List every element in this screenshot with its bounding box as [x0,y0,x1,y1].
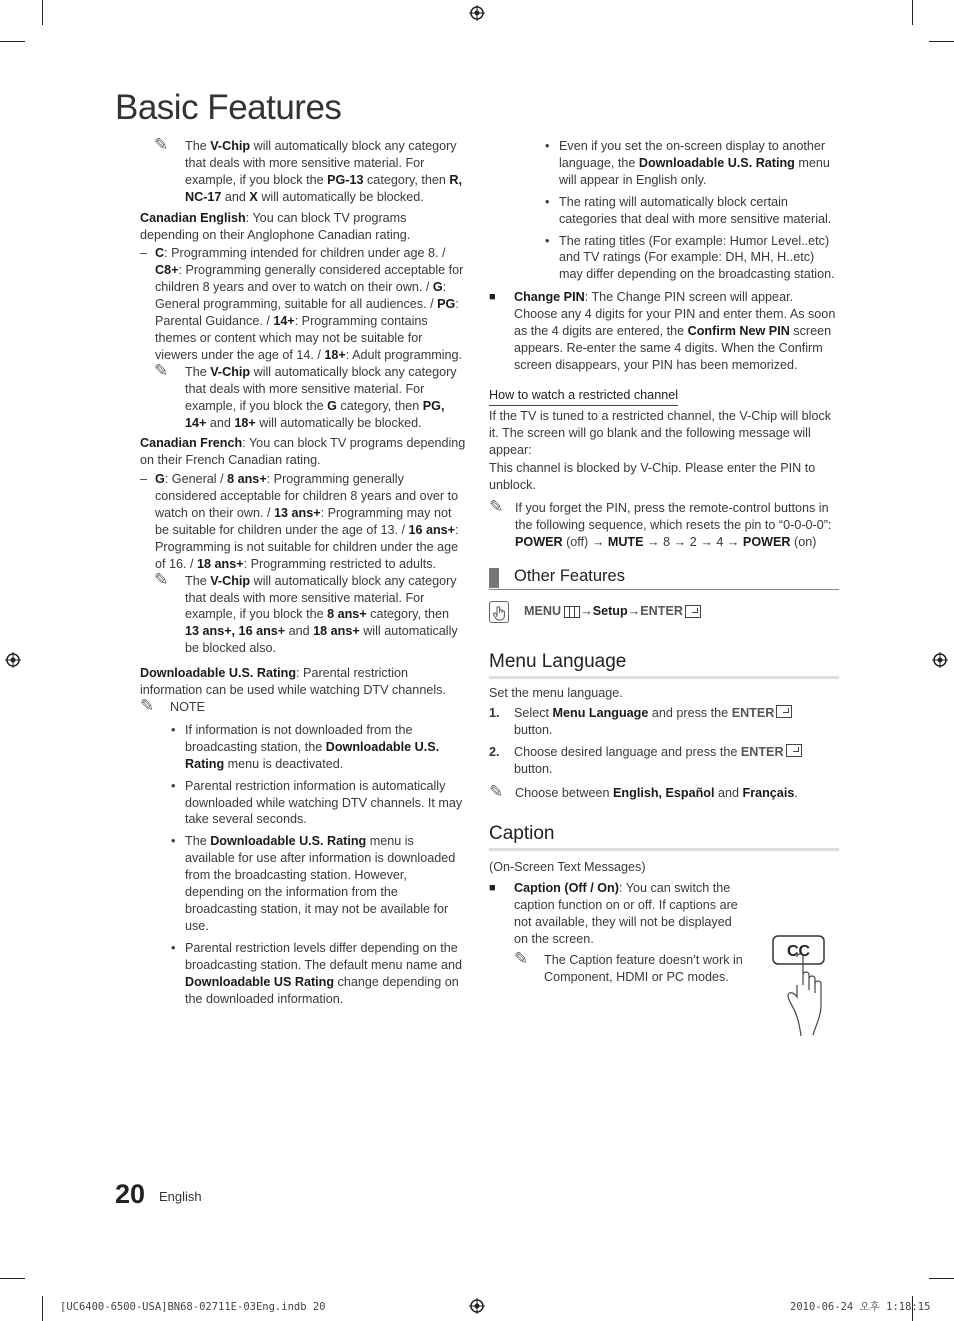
list-item: • If information is not downloaded from the broadcasting station, the Downloadable U.S. Rating menu is deactivated. [171,722,440,771]
caption-heading: Caption [489,822,839,851]
svg-text:CC: CC [786,943,811,960]
canadian-english-ratings: – C: Programming intended for children under age 8. / C8+: Programming generally considered acceptable for children 8 years and over to watch on their own. / G: General programming, suitable for all audiences. / PG: Parental Guidance. / 14+: Programming contains themes or content which may not be suitable for viewers under the age of 14. / 18+: Adult programming. [140,246,464,362]
caption-subtitle: (On-Screen Text Messages) [489,860,646,875]
registration-mark-icon [469,1298,485,1314]
square-bullet-icon: ■ [489,882,496,895]
pencil-note-icon: ✎ [154,360,169,380]
list-item: • The rating titles (For example: Humor Level..etc) and TV ratings (For example: DH, MH, H..etc) may differ depending on the broadcasting station. [545,233,835,282]
canadian-french-ratings: – G: General / 8 ans+: Programming generally considered acceptable for children 8 years and over to watch on their own. / 13 ans+: Programming may not be suitable for children under the age of 13. / 16 ans+: Programming is not suitable for children under the age of 16. / 18 ans+: Programming restricted to adults. [140,472,459,571]
menu-language-heading: Menu Language [489,650,839,679]
language-note: ✎ Choose between English, Español and Français. [489,782,798,802]
canadian-french-paragraph: Canadian French: You can block TV programs depending on their French Canadian rating. [140,436,466,468]
blocked-message-text: This channel is blocked by V-Chip. Please enter the PIN to unblock. [489,461,816,493]
hand-press-icon [489,601,509,623]
restricted-channel-text: If the TV is tuned to a restricted channel, the V-Chip will block it. The screen will go blank and the following message will appear: [489,408,832,457]
caption-item: ■ Caption (Off / On): You can switch the caption function on or off. If captions are not available, they will not be displayed on the screen. [489,881,738,946]
vchip-note-1: ✎ The V-Chip will automatically block any category that deals with more sensitive material. For example, if you block the PG-13 category, then R, NC-17 and X will automatically be blocked. [154,135,462,204]
pin-reset-note: ✎ If you forget the PIN, press the remote-control buttons in the following sequence, which resets the pin to “0-0-0-0”: POWER (off) → MUTE → 8 → 2 → 4 → POWER (on) [489,497,832,550]
registration-mark-icon [932,652,948,668]
step-item: 2. Choose desired language and press the ENTER button. [489,744,839,778]
menu-path: MENU → Setup → ENTER [489,600,839,624]
list-item: • The rating will automatically block certain categories that deal with more sensitive material. [545,194,832,226]
pencil-note-icon: ✎ [489,782,504,802]
list-item: • The Downloadable U.S. Rating menu is available for use after information is downloaded from the broadcasting station. However, depending on the information from the broadcasting station, it may not be available for use. [171,834,456,933]
crop-mark [929,41,954,42]
list-item: • Even if you set the on-screen display to another language, the Downloadable U.S. Rating menu will appear in English only. [545,139,830,187]
vchip-note-2: ✎ The V-Chip will automatically block any category that deals with more sensitive material. For example, if you block the G category, then PG, 14+ and 18+ will automatically be blocked. [154,360,457,430]
restricted-channel-heading: How to watch a restricted channel [489,387,678,406]
enter-icon [776,705,792,718]
change-pin-item: ■ Change PIN: The Change PIN screen will appear. Choose any 4 digits for your PIN and enter them. As soon as the 4 digits are entered, the Confirm New PIN screen appears. Re-enter the same 4 digits. When the Confirm screen disappears, your PIN has been memorized. [489,290,836,372]
list-item: • Parental restriction levels differ depending on the broadcasting station. The default menu name and Downloadable US Rating change depending on the downloaded information. [171,940,463,1006]
pencil-note-icon: ✎ [489,497,504,517]
note-heading: ✎ NOTE [140,696,205,715]
registration-mark-icon [469,5,485,21]
pencil-note-icon: ✎ [154,569,169,589]
menu-grid-icon [564,606,580,618]
crop-mark [929,1278,954,1279]
pencil-note-icon: ✎ [140,696,155,715]
footer-file-info: [UC6400-6500-USA]BN68-02711E-03Eng.indb 20 [60,1301,326,1313]
list-item: • Parental restriction information is automatically downloaded while watching DTV channels. It may take several seconds. [171,778,463,827]
crop-mark [0,41,25,42]
pencil-note-icon: ✎ [514,948,529,968]
page-language: English [159,1189,202,1204]
downloadable-rating-paragraph: Downloadable U.S. Rating: Parental restriction information can be used while watching DTV channels. [140,666,446,698]
canadian-english-paragraph: Canadian English: You can block TV programs depending on their Anglophone Canadian rating. [140,210,411,242]
crop-mark [42,1296,43,1321]
caption-note: ✎ The Caption feature doesn’t work in Component, HDMI or PC modes. [514,948,743,984]
other-features-heading: Other Features [489,565,839,590]
step-item: 1. Select Menu Language and press the ENTER button. [489,705,839,739]
footer-date: 2010-06-24 오후 1:18:15 [790,1301,931,1313]
right-column [489,138,839,990]
pencil-note-icon: ✎ [154,135,169,154]
vchip-note-3: ✎ The V-Chip will automatically block any category that deals with more sensitive material. For example, if you block the 8 ans+ category, then 13 ans+, 16 ans+ and 18 ans+ will automatically be blocked also. [154,569,458,656]
menu-language-intro: Set the menu language. [489,685,623,700]
crop-mark [0,1278,25,1279]
crop-mark [42,0,43,25]
cc-button-icon [772,935,842,1040]
enter-icon [685,605,701,618]
square-bullet-icon: ■ [489,291,496,304]
page-title: Basic Features [115,88,342,127]
page-number: 20 [115,1179,146,1209]
left-column [140,135,466,1012]
enter-icon [786,744,802,757]
crop-mark [912,0,913,25]
registration-mark-icon [5,652,21,668]
section-bar-icon [489,568,499,588]
